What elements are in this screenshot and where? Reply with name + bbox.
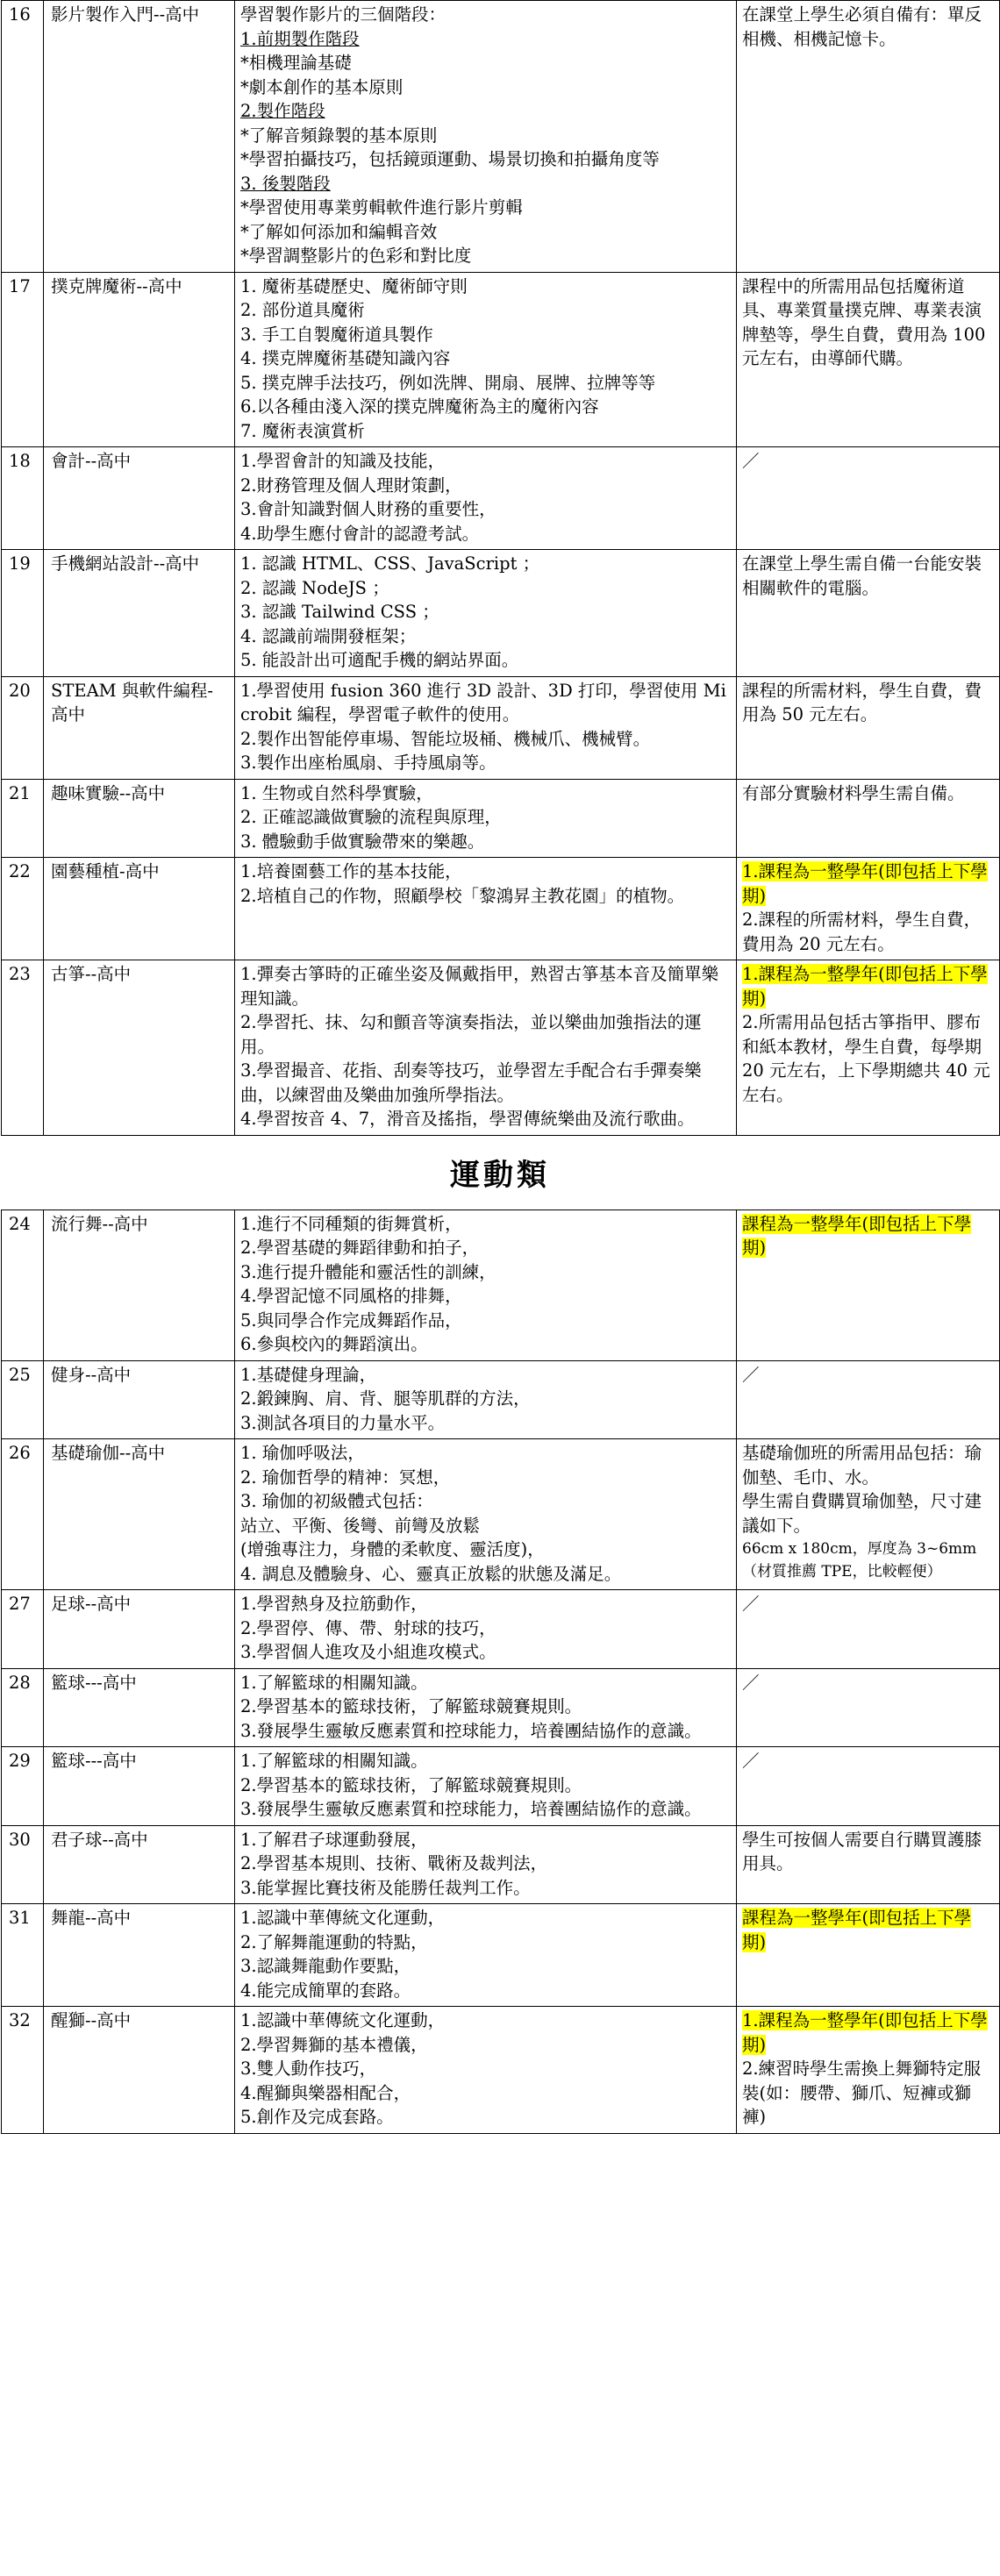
- text-line: 2.了解舞龍運動的特點，: [240, 1931, 428, 1952]
- highlighted-text: 1.課程為一整學年(即包括上下學期): [742, 964, 988, 1009]
- text-line: 2.學習基礎的舞蹈律動和拍子，: [240, 1238, 480, 1258]
- course-number: 24: [2, 1210, 44, 1360]
- text-line: ／: [742, 1751, 760, 1771]
- course-number: 30: [2, 1825, 44, 1904]
- text-line: 3. 瑜伽的初級體式包括：: [240, 1491, 433, 1511]
- text-line: ／: [742, 451, 760, 471]
- course-number: 19: [2, 550, 44, 677]
- highlighted-text: 1.課程為一整學年(即包括上下學期): [742, 2010, 988, 2055]
- text-line: *學習拍攝技巧，包括鏡頭運動、場景切換和拍攝角度等: [240, 149, 660, 169]
- text-line: 3.學習個人進攻及小組進攻模式。: [240, 1642, 496, 1662]
- course-number: 32: [2, 2007, 44, 2134]
- text-line: 3.製作出座枱風扇、手持風扇等。: [240, 753, 496, 773]
- text-line: 3. 認識 Tailwind CSS ；: [240, 602, 439, 622]
- text-line: 2.學習基本規則、技術、戰術及裁判法，: [240, 1853, 548, 1873]
- text-line: 1.學習使用 fusion 360 進行 3D 設計、3D 打印，學習使用 Microbit 編程，學習電子軟件的使用。: [240, 680, 726, 724]
- table-row: [2, 550, 1000, 677]
- text-line: 1. 生物或自然科學實驗，: [240, 782, 433, 803]
- text-line: 1.培養園藝工作的基本技能，: [240, 861, 462, 881]
- course-content: [235, 779, 737, 858]
- text-line: 2. 部份道具魔術: [240, 300, 365, 320]
- course-number: 29: [2, 1747, 44, 1826]
- highlighted-text: 課程為一整學年(即包括上下學期): [742, 1213, 972, 1258]
- text-line: 在課堂上學生需自備一台能安裝相關軟件的電腦。: [742, 553, 982, 598]
- text-line: 4. 調息及體驗身、心、靈真正放鬆的狀態及滿足。: [240, 1563, 622, 1584]
- text-line: 站立、平衡、後彎、前彎及放鬆: [240, 1515, 481, 1536]
- text-line: *學習調整影片的色彩和對比度: [240, 246, 472, 266]
- table-row: [2, 1668, 1000, 1747]
- course-content: [235, 960, 737, 1136]
- course-name: 影片製作入門--高中: [44, 1, 235, 273]
- courses-table-part1: [1, 0, 1000, 1136]
- text-line: 4.學習按音 4、7，滑音及搖指，學習傳統樂曲及流行歌曲。: [240, 1109, 695, 1129]
- text-line: 2.鍛鍊胸、肩、背、腿等肌群的方法，: [240, 1388, 531, 1409]
- course-name: 君子球--高中: [44, 1825, 235, 1904]
- table-row: [2, 272, 1000, 447]
- table-row: [2, 1825, 1000, 1904]
- course-notes: [737, 1825, 1000, 1904]
- table-row: [2, 960, 1000, 1136]
- course-content: [235, 676, 737, 779]
- text-line: 2.學習基本的籃球技術，了解籃球競賽規則。: [240, 1774, 582, 1795]
- text-line: 2.學習基本的籃球技術，了解籃球競賽規則。: [240, 1696, 582, 1716]
- text-line: 2.製作出智能停車場、智能垃圾桶、機械爪、機械臂。: [240, 728, 651, 749]
- course-content: [235, 1904, 737, 2007]
- course-content: [235, 2007, 737, 2134]
- course-name: 撲克牌魔術--高中: [44, 272, 235, 447]
- text-line: [742, 2009, 994, 2057]
- course-notes: [737, 858, 1000, 960]
- course-number: 23: [2, 960, 44, 1136]
- course-content: [235, 1747, 737, 1826]
- text-line: 4. 撲克牌魔術基礎知識內容: [240, 348, 451, 368]
- text-line: [742, 860, 994, 908]
- text-line: *學習使用專業剪輯軟件進行影片剪輯: [240, 197, 523, 218]
- text-line: 學生需自費購買瑜伽墊，尺寸建議如下。: [742, 1491, 982, 1536]
- text-line: 1. 認識 HTML、CSS、JavaScript ；: [240, 553, 540, 574]
- course-notes: [737, 550, 1000, 677]
- table-row: [2, 1747, 1000, 1826]
- text-line: 1.了解籃球的相關知識。: [240, 1672, 428, 1693]
- text-line: 3.會計知識對個人財務的重要性，: [240, 499, 496, 519]
- table-row: [2, 1360, 1000, 1439]
- text-line: 2.學習托、抹、勾和顫音等演奏指法，並以樂曲加強指法的運用。: [240, 1012, 702, 1057]
- course-content: [235, 1590, 737, 1669]
- course-notes: [737, 1590, 1000, 1669]
- text-line: 1.前期製作階段: [240, 28, 360, 49]
- text-line: [742, 1906, 994, 1954]
- course-number: 28: [2, 1668, 44, 1747]
- text-line: 1.基礎健身理論，: [240, 1364, 377, 1385]
- text-line: 1.了解君子球運動發展，: [240, 1829, 428, 1850]
- text-line: 2.學習停、傳、帶、射球的技巧，: [240, 1617, 496, 1638]
- text-line: 1.學習熱身及拉筋動作，: [240, 1594, 428, 1614]
- course-name: 古箏--高中: [44, 960, 235, 1136]
- text-line: 1.了解籃球的相關知識。: [240, 1751, 428, 1771]
- text-line: 3.測試各項目的力量水平。: [240, 1412, 446, 1433]
- course-notes: [737, 272, 1000, 447]
- text-line: 基礎瑜伽班的所需用品包括：瑜伽墊、毛巾、水。: [742, 1443, 982, 1488]
- course-notes: [737, 676, 1000, 779]
- course-notes: [737, 1439, 1000, 1590]
- text-line: 4.醒獅與樂器相配合，: [240, 2082, 411, 2103]
- course-name: 趣味實驗--高中: [44, 779, 235, 858]
- text-line: 3. 手工自製魔術道具製作: [240, 324, 433, 345]
- text-line: 2.課程的所需材料，學生自費，費用為 20 元左右。: [742, 910, 982, 954]
- text-line: *了解如何添加和編輯音效: [240, 221, 438, 242]
- course-notes: [737, 1904, 1000, 2007]
- text-line: 學習製作影片的三個階段：: [240, 4, 446, 25]
- highlighted-text: 課程為一整學年(即包括上下學期): [742, 1908, 972, 1952]
- course-name: 足球--高中: [44, 1590, 235, 1669]
- text-line: *劇本創作的基本原則: [240, 76, 404, 97]
- text-line: 2. 認識 NodeJS ；: [240, 577, 389, 598]
- text-line: 3. 後製階段: [240, 173, 331, 194]
- course-content: [235, 1439, 737, 1590]
- course-name: 醒獅--高中: [44, 2007, 235, 2134]
- text-line: 4.助學生應付會計的認證考試。: [240, 523, 480, 544]
- text-line: 2.製作階段: [240, 101, 325, 121]
- text-line: 3.能掌握比賽技術及能勝任裁判工作。: [240, 1877, 531, 1898]
- course-content: [235, 550, 737, 677]
- course-notes: [737, 447, 1000, 550]
- text-line: *了解音頻錄製的基本原則: [240, 125, 438, 146]
- table-row: [2, 1904, 1000, 2007]
- course-name: STEAM 與軟件編程-高中: [44, 676, 235, 779]
- text-line: 6.以各種由淺入深的撲克牌魔術為主的魔術內容: [240, 396, 599, 417]
- text-line: 2.練習時學生需換上舞獅特定服裝(如：腰帶、獅爪、短褲或獅褲): [742, 2059, 982, 2127]
- course-name: 基礎瑜伽--高中: [44, 1439, 235, 1590]
- text-line: 3. 體驗動手做實驗帶來的樂趣。: [240, 831, 485, 852]
- course-number: 31: [2, 1904, 44, 2007]
- courses-table-part2: [1, 1210, 1000, 2134]
- text-line: 課程的所需材料，學生自費，費用為 50 元左右。: [742, 680, 982, 724]
- course-notes: [737, 779, 1000, 858]
- text-line: *相機理論基礎: [240, 53, 352, 73]
- course-notes: [737, 960, 1000, 1136]
- course-number: 26: [2, 1439, 44, 1590]
- text-line: 4. 認識前端開發框架；: [240, 625, 417, 646]
- course-name: 健身--高中: [44, 1360, 235, 1439]
- text-line: 3.認識舞龍動作要點，: [240, 1956, 411, 1976]
- table-row: [2, 676, 1000, 779]
- text-line: 3.發展學生靈敏反應素質和控球能力，培養團結協作的意識。: [240, 1799, 702, 1819]
- text-line: 有部分實驗材料學生需自備。: [742, 782, 965, 803]
- course-number: 20: [2, 676, 44, 779]
- text-line: 1.認識中華傳統文化運動，: [240, 1908, 446, 1928]
- course-name: 籃球---高中: [44, 1668, 235, 1747]
- table-row: [2, 1439, 1000, 1590]
- course-number: 25: [2, 1360, 44, 1439]
- text-line: 1.進行不同種類的街舞賞析，: [240, 1213, 462, 1234]
- table-row: [2, 858, 1000, 960]
- text-line: 4.能完成簡單的套路。: [240, 1980, 411, 2001]
- text-line: 學生可按個人需要自行購買護膝用具。: [742, 1829, 982, 1873]
- course-number: 22: [2, 858, 44, 960]
- course-notes: [737, 2007, 1000, 2134]
- course-number: 21: [2, 779, 44, 858]
- course-name: 會計--高中: [44, 447, 235, 550]
- text-line: 4.學習記憶不同風格的排舞，: [240, 1286, 462, 1306]
- text-line: 1. 魔術基礎歷史、魔術師守則: [240, 275, 468, 296]
- text-line: ／: [742, 1594, 760, 1614]
- highlighted-text: 1.課程為一整學年(即包括上下學期): [742, 861, 988, 906]
- section-heading: 運動類: [450, 1158, 550, 1193]
- text-line: 3.學習撮音、花指、刮奏等技巧，並學習左手配合右手彈奏樂曲，以練習曲及樂曲加強所學指法。: [240, 1060, 702, 1105]
- text-line: 1. 瑜伽呼吸法，: [240, 1443, 365, 1463]
- text-line: [742, 1212, 994, 1260]
- course-name: 手機網站設計--高中: [44, 550, 235, 677]
- text-line: 3.發展學生靈敏反應素質和控球能力，培養團結協作的意識。: [240, 1720, 702, 1741]
- text-line: 66cm x 180cm，厚度為 3~6mm（材質推薦 TPE，比較輕便）: [742, 1540, 977, 1581]
- text-line: 5.創作及完成套路。: [240, 2107, 394, 2127]
- course-name: 流行舞--高中: [44, 1210, 235, 1360]
- course-notes: [737, 1, 1000, 273]
- text-line: 2.所需用品包括古箏指甲、膠布和紙本教材，學生自費，每學期 20 元左右，上下學期總共 40 元左右。: [742, 1012, 990, 1105]
- course-number: 16: [2, 1, 44, 273]
- text-line: 7. 魔術表演賞析: [240, 420, 365, 441]
- course-number: 27: [2, 1590, 44, 1669]
- course-name: 舞龍--高中: [44, 1904, 235, 2007]
- course-notes: [737, 1747, 1000, 1826]
- text-line: 2.培植自己的作物，照顧學校「黎鴻昇主教花園」的植物。: [240, 885, 685, 906]
- text-line: 2.學習舞獅的基本禮儀，: [240, 2034, 428, 2055]
- text-line: 1.學習會計的知識及技能，: [240, 451, 446, 471]
- course-content: [235, 858, 737, 960]
- text-line: 5.與同學合作完成舞蹈作品，: [240, 1309, 462, 1331]
- course-notes: [737, 1668, 1000, 1747]
- course-content: [235, 1825, 737, 1904]
- text-line: 1.彈奏古箏時的正確坐姿及佩戴指甲，熟習古箏基本音及簡單樂理知識。: [240, 964, 719, 1009]
- table-row: [2, 1210, 1000, 1360]
- course-notes: [737, 1210, 1000, 1360]
- text-line: 2. 瑜伽哲學的精神：冥想，: [240, 1466, 451, 1488]
- text-line: 2.財務管理及個人理財策劃，: [240, 475, 462, 496]
- course-number: 18: [2, 447, 44, 550]
- text-line: 6.參與校內的舞蹈演出。: [240, 1334, 428, 1354]
- table-row: [2, 2007, 1000, 2134]
- text-line: (增強專注力，身體的柔軟度、靈活度)，: [240, 1539, 545, 1559]
- course-content: [235, 272, 737, 447]
- course-content: [235, 1210, 737, 1360]
- course-content: [235, 1360, 737, 1439]
- text-line: 2. 正確認識做實驗的流程與原理，: [240, 807, 502, 827]
- course-content: [235, 1, 737, 273]
- course-notes: [737, 1360, 1000, 1439]
- text-line: 在課堂上學生必須自備有：單反相機、相機記憶卡。: [742, 4, 982, 49]
- table-row: [2, 1, 1000, 273]
- course-number: 17: [2, 272, 44, 447]
- text-line: 3.進行提升體能和靈活性的訓練，: [240, 1261, 496, 1282]
- text-line: 1.認識中華傳統文化運動，: [240, 2010, 446, 2030]
- text-line: ／: [742, 1364, 760, 1385]
- text-line: 5. 撲克牌手法技巧，例如洗牌、開扇、展牌、拉牌等等: [240, 372, 656, 393]
- text-line: 3.雙人動作技巧，: [240, 2059, 377, 2079]
- table-row: [2, 779, 1000, 858]
- text-line: 5. 能設計出可適配手機的網站界面。: [240, 650, 519, 670]
- table-row: [2, 447, 1000, 550]
- text-line: ／: [742, 1672, 760, 1693]
- course-content: [235, 447, 737, 550]
- table-row: [2, 1590, 1000, 1669]
- course-name: 園藝種植-高中: [44, 858, 235, 960]
- course-name: 籃球---高中: [44, 1747, 235, 1826]
- text-line: 課程中的所需用品包括魔術道具、專業質量撲克牌、專業表演牌墊等，學生自費，費用為 100 元左右，由導師代購。: [742, 275, 986, 368]
- text-line: [742, 962, 994, 1010]
- course-content: [235, 1668, 737, 1747]
